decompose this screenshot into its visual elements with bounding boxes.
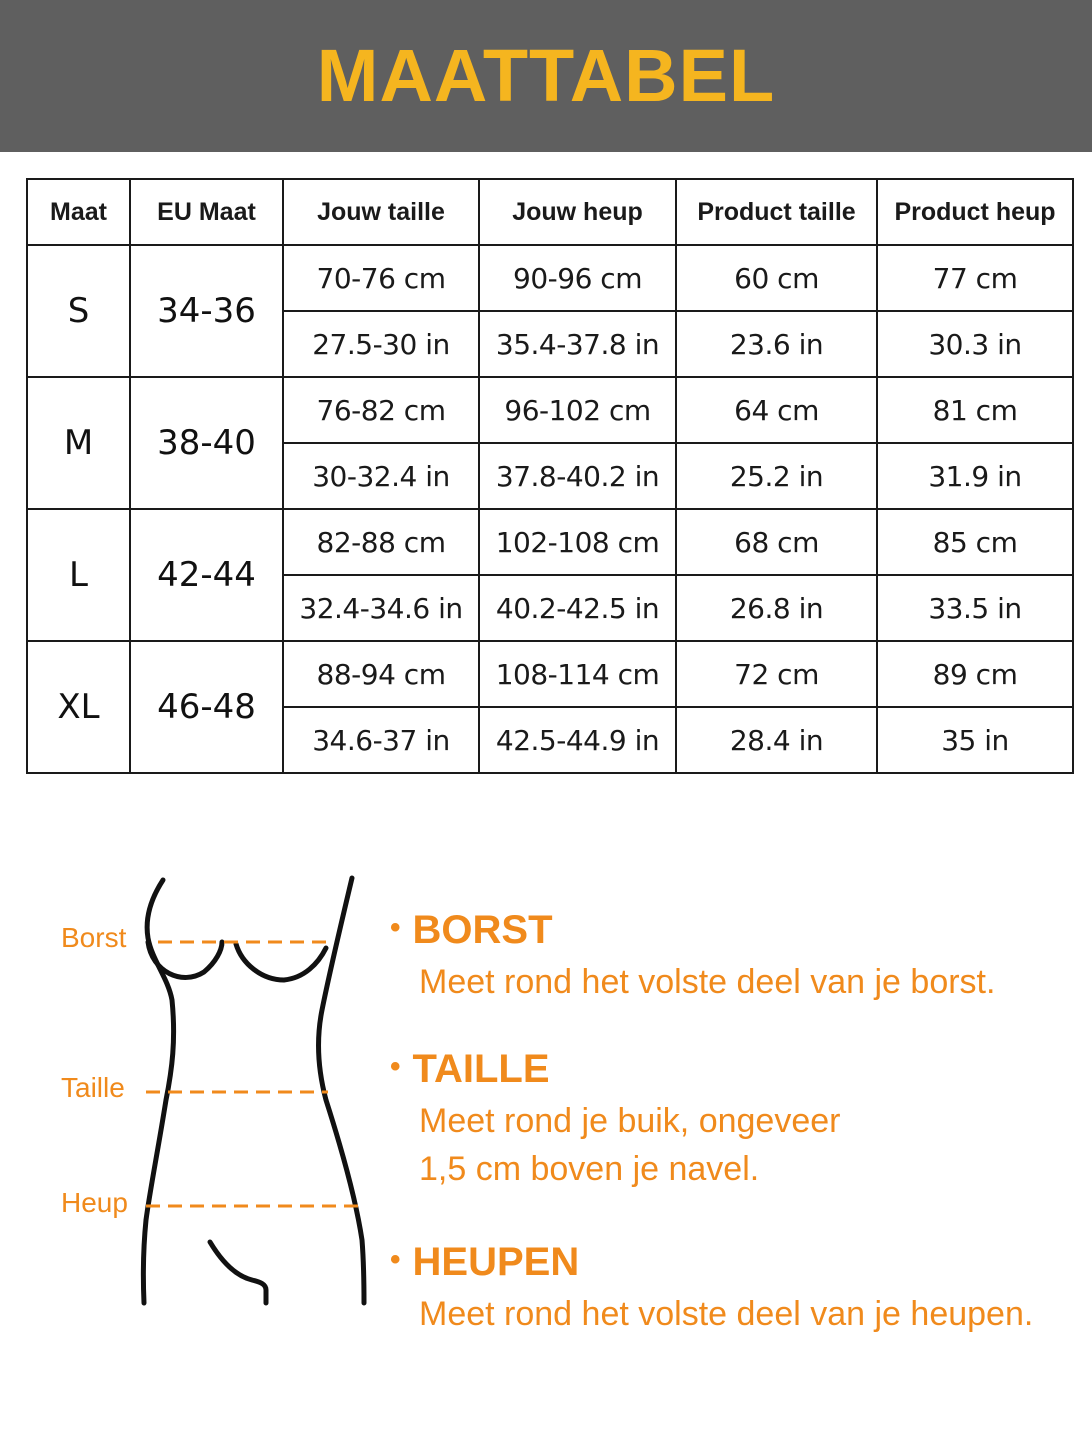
table-cell: 31.9 in xyxy=(877,443,1073,509)
table-cell: 30.3 in xyxy=(877,311,1073,377)
eu-size-cell: 46-48 xyxy=(130,641,283,773)
label-taille: Taille xyxy=(61,1072,125,1103)
guide-text: Meet rond je buik, ongeveer xyxy=(419,1102,841,1140)
table-cell: 25.2 in xyxy=(676,443,877,509)
table-cell: 108-114 cm xyxy=(479,641,676,707)
body-outline-icon xyxy=(0,860,400,1320)
table-cell: 96-102 cm xyxy=(479,377,676,443)
table-cell: 30-32.4 in xyxy=(283,443,479,509)
table-cell: 70-76 cm xyxy=(283,245,479,311)
table-cell: 102-108 cm xyxy=(479,509,676,575)
table-cell: 23.6 in xyxy=(676,311,877,377)
guide-heading: HEUPEN xyxy=(412,1240,580,1284)
table-cell: 37.8-40.2 in xyxy=(479,443,676,509)
guide-heupen xyxy=(390,1242,1070,1338)
guide-text: Meet rond het volste deel van je borst. xyxy=(419,963,996,1001)
table-cell: 40.2-42.5 in xyxy=(479,575,676,641)
table-cell: 35.4-37.8 in xyxy=(479,311,676,377)
size-cell: S xyxy=(27,245,130,377)
body-measurement-figure xyxy=(0,860,400,1320)
guide-text: 1,5 cm boven je navel. xyxy=(419,1150,760,1188)
bullet-icon: • xyxy=(390,911,401,945)
table-row xyxy=(27,377,1073,443)
col-header-product-heup: Product heup xyxy=(877,179,1073,245)
table-cell: 32.4-34.6 in xyxy=(283,575,479,641)
table-cell: 72 cm xyxy=(676,641,877,707)
table-cell: 77 cm xyxy=(877,245,1073,311)
table-cell: 89 cm xyxy=(877,641,1073,707)
size-table xyxy=(26,178,1074,774)
col-header-product-taille: Product taille xyxy=(676,179,877,245)
guide-heading: BORST xyxy=(412,908,553,952)
col-header-jouw-taille: Jouw taille xyxy=(283,179,479,245)
eu-size-cell: 38-40 xyxy=(130,377,283,509)
size-cell: XL xyxy=(27,641,130,773)
table-cell: 90-96 cm xyxy=(479,245,676,311)
label-heup: Heup xyxy=(61,1187,128,1218)
col-header-maat: Maat xyxy=(27,179,130,245)
table-row xyxy=(27,641,1073,707)
eu-size-cell: 34-36 xyxy=(130,245,283,377)
col-header-eu-maat: EU Maat xyxy=(130,179,283,245)
table-cell: 60 cm xyxy=(676,245,877,311)
table-cell: 28.4 in xyxy=(676,707,877,773)
table-cell: 33.5 in xyxy=(877,575,1073,641)
page-title: MAATTABEL xyxy=(316,34,776,117)
size-cell: L xyxy=(27,509,130,641)
guide-heading: TAILLE xyxy=(412,1047,550,1091)
table-cell: 88-94 cm xyxy=(283,641,479,707)
header-banner xyxy=(0,0,1092,152)
table-row xyxy=(27,509,1073,575)
table-cell: 82-88 cm xyxy=(283,509,479,575)
size-cell: M xyxy=(27,377,130,509)
col-header-jouw-heup: Jouw heup xyxy=(479,179,676,245)
bullet-icon: • xyxy=(390,1050,401,1084)
eu-size-cell: 42-44 xyxy=(130,509,283,641)
guide-borst xyxy=(390,910,1070,1006)
table-cell: 34.6-37 in xyxy=(283,707,479,773)
guide-taille xyxy=(390,1049,1070,1193)
table-cell: 68 cm xyxy=(676,509,877,575)
table-cell: 81 cm xyxy=(877,377,1073,443)
bullet-icon: • xyxy=(390,1243,401,1277)
table-cell: 42.5-44.9 in xyxy=(479,707,676,773)
table-header-row xyxy=(27,179,1073,245)
table-cell: 35 in xyxy=(877,707,1073,773)
table-cell: 85 cm xyxy=(877,509,1073,575)
table-cell: 27.5-30 in xyxy=(283,311,479,377)
guide-text: Meet rond het volste deel van je heupen. xyxy=(419,1295,1034,1333)
table-row xyxy=(27,245,1073,311)
table-cell: 26.8 in xyxy=(676,575,877,641)
table-cell: 76-82 cm xyxy=(283,377,479,443)
table-cell: 64 cm xyxy=(676,377,877,443)
label-borst: Borst xyxy=(61,922,127,953)
